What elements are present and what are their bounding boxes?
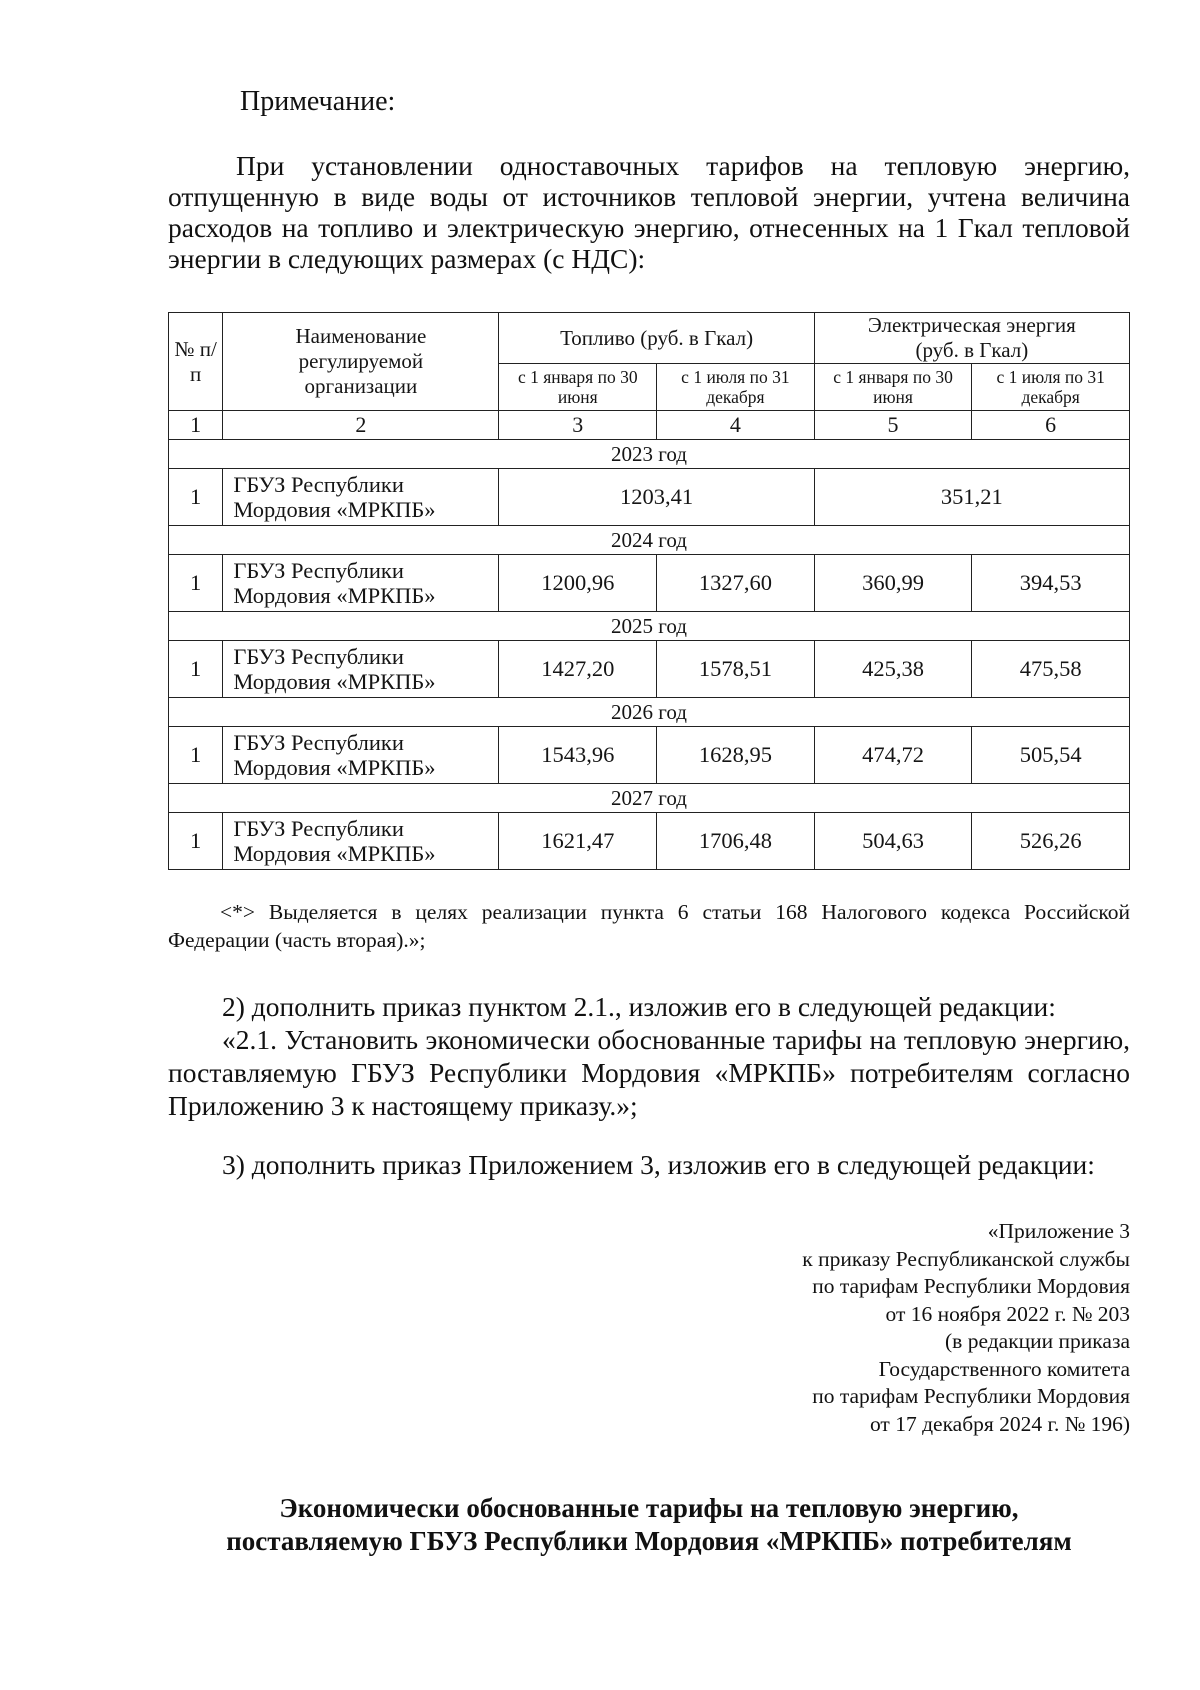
row-num: 1 (169, 555, 223, 612)
header-electric: Электрическая энергия (руб. в Гкал) (814, 313, 1129, 364)
table-row (169, 813, 1130, 870)
intro-paragraph: При установлении одноставочных тарифов на тепловую энергию, отпущенную в виде воды от источников тепловой энергии, учтена величина расходов на топливо и электрическую энергию, отнесенных на 1 Гкал тепловой энергии в следующих размерах (с НДС): (168, 150, 1130, 274)
electric-value-h2: 505,54 (972, 727, 1130, 784)
fuel-value-h2: 1578,51 (657, 641, 815, 698)
year-heading: 2027 год (169, 784, 1130, 813)
appendix-line: к приказу Республиканской службы (802, 1246, 1130, 1271)
table-row (169, 641, 1130, 698)
fuel-value-h2: 1327,60 (657, 555, 815, 612)
column-number: 5 (814, 411, 972, 440)
electric-value-h1: 504,63 (814, 813, 972, 870)
appendix-line: по тарифам Республики Мордовия (812, 1384, 1130, 1408)
fuel-value: 1203,41 (499, 469, 814, 526)
year-heading: 2023 год (169, 440, 1130, 469)
electric-value-h1: 474,72 (814, 727, 972, 784)
appendix-line: от 16 ноября 2022 г. № 203 (885, 1301, 1130, 1326)
appendix-line: (в редакции приказа (945, 1329, 1130, 1353)
item-2-line-1: 2) дополнить приказ пунктом 2.1., изложив его в следующей редакции: (222, 991, 1056, 1022)
fuel-value-h1: 1621,47 (499, 813, 657, 870)
org-name: ГБУЗ Республики Мордовия «МРКПБ» (223, 469, 499, 526)
footnote: <*> Выделяется в целях реализации пункта 6 статьи 168 Налогового кодекса Российской Федерации (часть вторая).»; (168, 900, 1130, 952)
table-row (169, 555, 1130, 612)
electric-value-h1: 425,38 (814, 641, 972, 698)
appendix-line: от 17 декабря 2024 г. № 196) (869, 1411, 1130, 1436)
year-heading: 2024 год (169, 526, 1130, 555)
header-org: Наименование регулируемой организации (223, 313, 499, 411)
column-number: 4 (657, 411, 815, 440)
appendix-reference (610, 1218, 1130, 1438)
table-row (169, 469, 1130, 526)
org-name: ГБУЗ Республики Мордовия «МРКПБ» (223, 641, 499, 698)
header-num: № п/п (169, 313, 223, 411)
row-num: 1 (169, 469, 223, 526)
section-title-line-2: поставляемую ГБУЗ Республики Мордовия «МРКПБ» потребителям (226, 1526, 1072, 1556)
section-title-line-1: Экономически обоснованные тарифы на тепловую энергию, (279, 1493, 1019, 1523)
electric-value-h2: 475,58 (972, 641, 1130, 698)
org-name: ГБУЗ Республики Мордовия «МРКПБ» (223, 727, 499, 784)
row-num: 1 (169, 641, 223, 698)
item-2-line-2: «2.1. Установить экономически обоснованные тарифы на тепловую энергию, поставляемую ГБУЗ Республики Мордовия «МРКПБ» потребителям согласно Приложению 3 к настоящему приказу.»; (168, 1024, 1130, 1121)
year-heading: 2026 год (169, 698, 1130, 727)
fuel-value-h1: 1200,96 (499, 555, 657, 612)
table-row (169, 727, 1130, 784)
electric-value-h2: 526,26 (972, 813, 1130, 870)
electric-value: 351,21 (814, 469, 1129, 526)
section-title (168, 1492, 1130, 1558)
appendix-line: Государственного комитета (878, 1356, 1130, 1381)
org-name: ГБУЗ Республики Мордовия «МРКПБ» (223, 555, 499, 612)
appendix-line: по тарифам Республики Мордовия (812, 1274, 1130, 1298)
appendix-line: «Приложение 3 (987, 1219, 1130, 1243)
fuel-value-h2: 1706,48 (657, 813, 815, 870)
row-num: 1 (169, 727, 223, 784)
row-num: 1 (169, 813, 223, 870)
header-el-period1: с 1 января по 30 июня (814, 364, 972, 411)
header-fuel-period1: с 1 января по 30 июня (499, 364, 657, 411)
header-el-period2: с 1 июля по 31 декабря (972, 364, 1130, 411)
fuel-value-h1: 1427,20 (499, 641, 657, 698)
fuel-value-h1: 1543,96 (499, 727, 657, 784)
electric-value-h1: 360,99 (814, 555, 972, 612)
header-fuel-period2: с 1 июля по 31 декабря (657, 364, 815, 411)
column-number: 1 (169, 411, 223, 440)
column-number: 3 (499, 411, 657, 440)
org-name: ГБУЗ Республики Мордовия «МРКПБ» (223, 813, 499, 870)
tariffs-table (168, 312, 1130, 870)
column-numbers-row (169, 411, 1130, 440)
year-heading: 2025 год (169, 612, 1130, 641)
column-number: 6 (972, 411, 1130, 440)
item-3: 3) дополнить приказ Приложением 3, изложив его в следующей редакции: (222, 1149, 1095, 1180)
electric-value-h2: 394,53 (972, 555, 1130, 612)
header-fuel: Топливо (руб. в Гкал) (499, 313, 814, 364)
fuel-value-h2: 1628,95 (657, 727, 815, 784)
column-number: 2 (223, 411, 499, 440)
note-title: Примечание: (240, 86, 396, 117)
